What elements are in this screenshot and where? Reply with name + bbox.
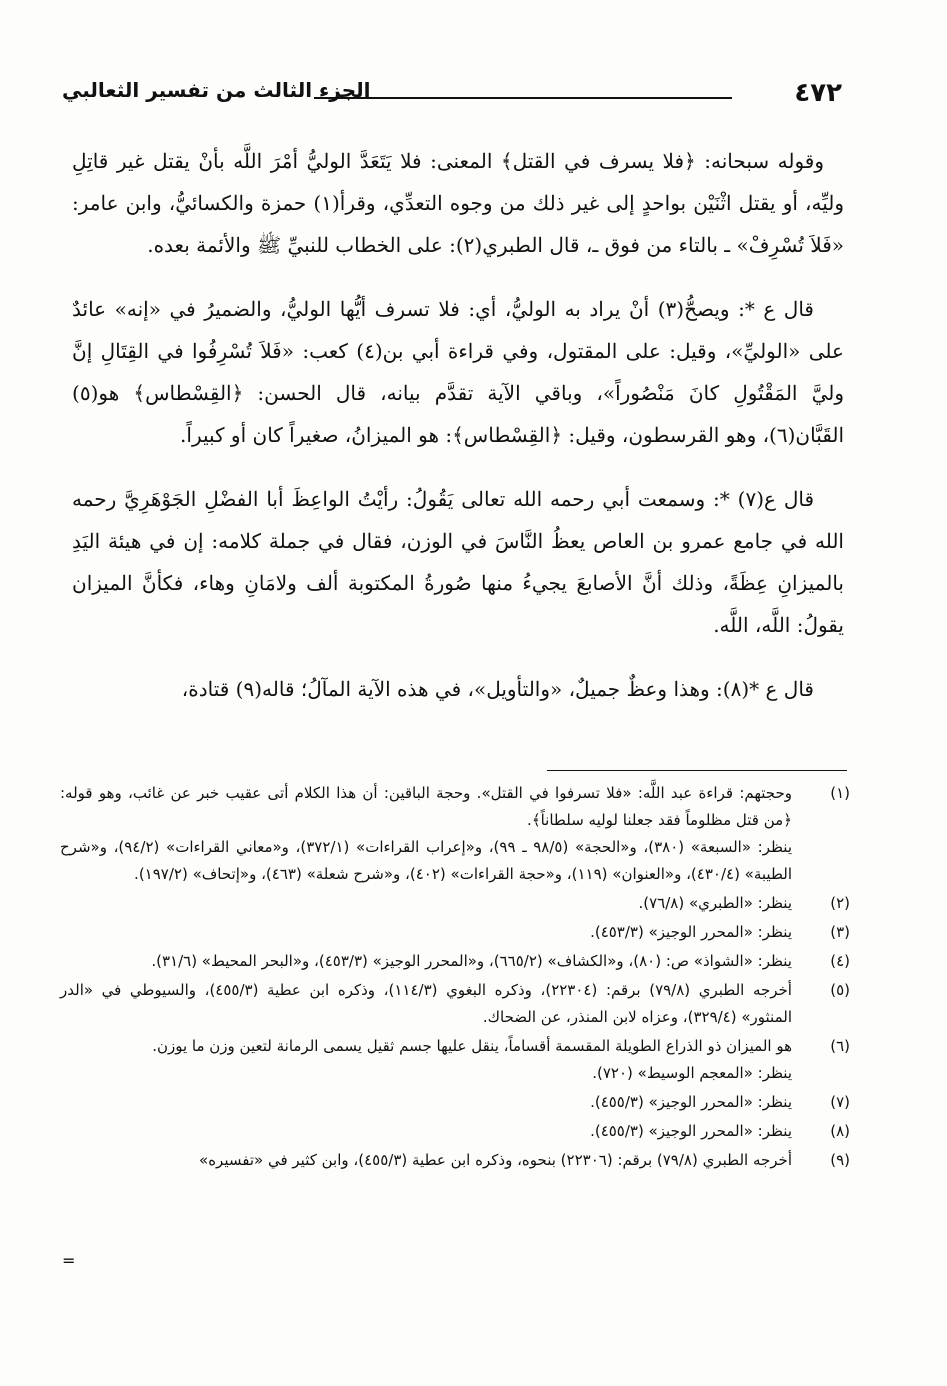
- footnote-text: [60, 948, 792, 975]
- footnote-text: [60, 919, 792, 946]
- running-title: الجزء الثالث من تفسير الثعالبي: [62, 78, 371, 102]
- footnote-line: هو الميزان ذو الذراع الطويلة المقسمة أقساماً، ينقل عليها جسم ثقيل يسمى الرمانة لتعين وزن ما يوزن.: [152, 1037, 792, 1055]
- footnote: [60, 1033, 850, 1087]
- footnote-text: [60, 780, 792, 888]
- page-header: [62, 78, 842, 124]
- footnote-line: ينظر: «الشواذ» ص: (٨٠)، و«الكشاف» (٦٦٥/٢)، و«المحرر الوجيز» (٤٥٣/٣)، و«البحر المحيط» (٣١/٦).: [151, 952, 792, 970]
- footnote-line: أخرجه الطبري (٧٩/٨) برقم: (٢٢٣٠٤)، وذكره البغوي (١١٤/٣)، وذكره ابن عطية (٤٥٥/٣)، والسيوطي في «الدر المنثور» (٣٢٩/٤)، وعزاه لابن المنذر، عن الضحاك.: [60, 981, 792, 1026]
- footnote-line: ينظر: «المحرر الوجيز» (٤٥٣/٣).: [590, 923, 792, 941]
- footnote-text: [60, 1033, 792, 1087]
- footnote: [60, 1147, 850, 1174]
- footnote-separator: [547, 770, 847, 771]
- footnote: [60, 919, 850, 946]
- page-number: ٤٧٢: [794, 78, 842, 108]
- footnote-line: ينظر: «الطبري» (٧٦/٨).: [638, 894, 792, 912]
- footnote: [60, 780, 850, 888]
- footnote-text: [60, 977, 792, 1031]
- footnote-line: أخرجه الطبري (٧٩/٨) برقم: (٢٢٣٠٦) بنحوه، وذكره ابن عطية (٤٥٥/٣)، وابن كثير في «تفسيره»: [199, 1151, 792, 1169]
- paragraph: قال ع *(٨): وهذا وعظٌ جميلٌ، «والتأويل»، في هذه الآية المآلُ؛ قاله(٩) قتادة،: [181, 677, 814, 701]
- continuation-mark: =: [62, 1251, 76, 1270]
- footnote-number: (٢): [830, 894, 850, 912]
- footnote-number: (٤): [830, 952, 850, 970]
- paragraph: قال ع *: ويصحُّ(٣) أنْ يراد به الوليُّ، أي: فلا تسرف أيُّها الوليُّ، والضميرُ في «إنه» عائدٌ على «الوليِّ»، وقيل: على المقتول، وفي قراءة أبي بن(٤) كعب: «فَلاَ تُسْرِفُوا في القِتَالِ إنَّ وليَّ المَقْتُولِ كانَ مَنْصُوراً»، وباقي الآية تقدَّم بيانه، قال الحسن: ﴿القِسْطاس﴾ هو(٥) القَبَّان(٦)، وهو القرسطون، وقيل: ﴿القِسْطاس﴾: هو الميزانُ، صغيراً كان أو كبيراً.: [72, 297, 844, 447]
- footnote-number: (٩): [830, 1151, 850, 1169]
- footnote: [60, 890, 850, 917]
- footnote-line: وحجتهم: قراءة عبد اللَّه: «فلا تسرفوا في القتل». وحجة الباقين: أن هذا الكلام أتى عقيب خبر عن غائب، وهو قوله: ﴿من قتل مظلوماً فقد جعلنا لوليه سلطاناً﴾.: [60, 784, 792, 829]
- footnote-number: (٨): [830, 1122, 850, 1140]
- footnote-number: (٦): [830, 1037, 850, 1055]
- footnote: [60, 977, 850, 1031]
- footnote: [60, 1089, 850, 1116]
- paragraph: قال ع(٧) *: وسمعت أبي رحمه الله تعالى يَقُولُ: رأيْتُ الواعِظَ أبا الفضْلِ الجَوْهَرِيَّ رحمه الله في جامع عمرو بن العاص يعظُ النَّاسَ في الوزن، فقال في جملة كلامه: إن في هيئة اليَدِ بالميزانِ عِظَةً، وذلك أنَّ الأصابعَ يجيءُ منها صُورةُ المكتوبة ألف ولامَانِ وهاء، فكأنَّ الميزان يقولُ: اللَّه، اللَّه.: [72, 487, 844, 637]
- paragraph: وقوله سبحانه: ﴿فلا يسرف في القتل﴾ المعنى: فلا يَتَعَدَّ الوليُّ أمْرَ اللَّه بأنْ يقتل غير قاتِلِ وليِّه، أو يقتل اثْنَيْن بواحدٍ إلى غير ذلك من وجوه التعدِّي، وقرأ(١) حمزة والكسائيُّ، وابن عامر: «فَلاَ تُسْرِفْ» ـ بالتاء من فوق ـ، قال الطبري(٢): على الخطاب للنبيِّ ﷺ والأئمة بعده.: [72, 149, 845, 257]
- footnote-line: ينظر: «المعجم الوسيط» (٧٢٠).: [592, 1064, 792, 1082]
- main-text: [72, 140, 844, 732]
- footnote-number: (٧): [830, 1093, 850, 1111]
- footnote-number: (٥): [830, 981, 850, 999]
- footnote-number: (١): [830, 784, 850, 802]
- footnote-text: [60, 1147, 792, 1174]
- footnote-line: ينظر: «السبعة» (٣٨٠)، و«الحجة» (٩٨/٥ ـ ٩٩)، و«إعراب القراءات» (٣٧٢/١)، و«معاني القراءات» (٩٤/٢)، و«شرح الطيبة» (٤٣٠/٤)، و«العنوان» (١١٩)، و«حجة القراءات» (٤٠٢)، و«شرح شعلة» (٤٦٣)، و«إتحاف» (١٩٧/٢).: [60, 838, 793, 883]
- footnote: [60, 948, 850, 975]
- footnotes: [60, 780, 850, 1176]
- footnote-text: [60, 1118, 792, 1145]
- footnote-line: ينظر: «المحرر الوجيز» (٤٥٥/٣).: [590, 1122, 792, 1140]
- footnote-line: ينظر: «المحرر الوجيز» (٤٥٥/٣).: [590, 1093, 792, 1111]
- footnote: [60, 1118, 850, 1145]
- footnote-number: (٣): [830, 923, 850, 941]
- footnote-text: [60, 890, 792, 917]
- footnote-text: [60, 1089, 792, 1116]
- header-rule: [314, 97, 732, 99]
